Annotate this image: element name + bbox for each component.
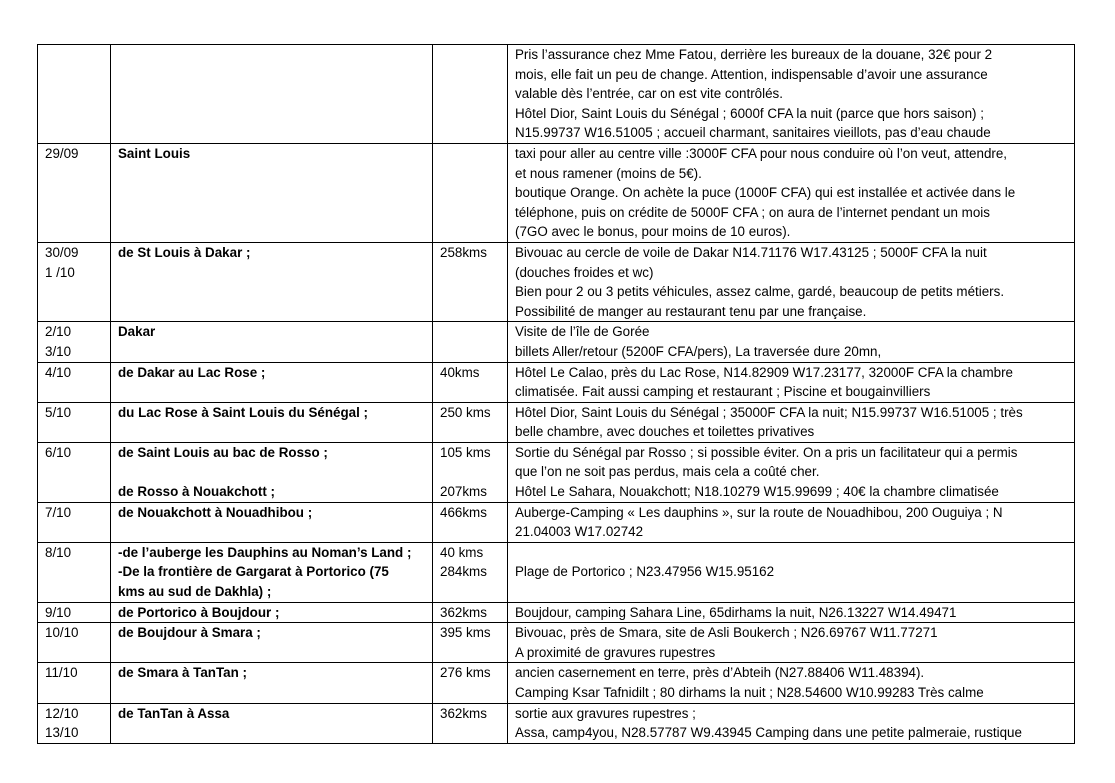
route-text: Dakar bbox=[118, 324, 156, 340]
note-line: A proximité de gravures rupestres bbox=[515, 644, 716, 660]
itinerary-table bbox=[37, 44, 1075, 744]
distance-cell bbox=[433, 703, 508, 743]
distance-text: 207kms bbox=[440, 484, 487, 500]
route-cell bbox=[111, 703, 433, 743]
note-line: Hôtel Dior, Saint Louis du Sénégal ; 6000f CFA la nuit (parce que hors saison) ; bbox=[515, 105, 984, 121]
date-cell bbox=[38, 143, 111, 242]
date-cell bbox=[38, 322, 111, 362]
distance-cell bbox=[433, 402, 508, 442]
distance-text: 466kms bbox=[440, 504, 487, 520]
date-text: 13/10 bbox=[45, 725, 79, 741]
distance-cell bbox=[433, 542, 508, 602]
route-cell bbox=[111, 362, 433, 402]
note-line: Bivouac, près de Smara, site de Asli Boukerch ; N26.69767 W11.77271 bbox=[515, 625, 938, 641]
route-text: du Lac Rose à Saint Louis du Sénégal ; bbox=[118, 404, 369, 420]
distance-text: 276 kms bbox=[440, 665, 491, 681]
route-cell bbox=[111, 542, 433, 602]
date-cell bbox=[38, 602, 111, 623]
route-text: de Dakar au Lac Rose ; bbox=[118, 364, 266, 380]
date-text: 3/10 bbox=[45, 343, 72, 359]
note-line: Boujdour, camping Sahara Line, 65dirhams la nuit, N26.13227 W14.49471 bbox=[515, 604, 957, 620]
distance-cell bbox=[433, 623, 508, 663]
date-text: 5/10 bbox=[45, 404, 72, 420]
table-row bbox=[38, 143, 1075, 242]
route-cell bbox=[111, 242, 433, 321]
distance-text: 40 kms bbox=[440, 544, 484, 560]
note-line: climatisée. Fait aussi camping et restaurant ; Piscine et bougainvilliers bbox=[515, 384, 931, 400]
note-line: mois, elle fait un peu de change. Attention, indispensable d’avoir une assurance bbox=[515, 66, 988, 82]
distance-cell bbox=[433, 602, 508, 623]
notes-cell bbox=[508, 623, 1075, 663]
route-text: kms au sud de Dakhla) ; bbox=[118, 584, 272, 600]
table-row bbox=[38, 442, 1075, 502]
date-cell bbox=[38, 502, 111, 542]
distance-text: 284kms bbox=[440, 564, 487, 580]
date-cell bbox=[38, 362, 111, 402]
distance-cell bbox=[433, 362, 508, 402]
table-row bbox=[38, 703, 1075, 743]
table-row bbox=[38, 542, 1075, 602]
note-line: Camping Ksar Tafnidilt ; 80 dirhams la nuit ; N28.54600 W10.99283 Très calme bbox=[515, 685, 984, 700]
notes-cell bbox=[508, 663, 1075, 703]
date-cell bbox=[38, 45, 111, 144]
notes-cell bbox=[508, 362, 1075, 402]
notes-cell bbox=[508, 542, 1075, 602]
table-row bbox=[38, 242, 1075, 321]
note-line: billets Aller/retour (5200F CFA/pers), La traversée dure 20mn, bbox=[515, 343, 882, 359]
note-line: que l’on ne soit pas perdus, mais cela a coûté cher. bbox=[515, 464, 820, 480]
note-line: téléphone, puis on crédite de 5000F CFA ; on aura de l’internet pendant un mois bbox=[515, 204, 990, 220]
table-row bbox=[38, 663, 1075, 703]
distance-cell bbox=[433, 502, 508, 542]
route-text: Saint Louis bbox=[118, 145, 191, 161]
notes-cell bbox=[508, 242, 1075, 321]
table-row bbox=[38, 45, 1075, 144]
route-cell bbox=[111, 623, 433, 663]
date-text: 2/10 bbox=[45, 324, 72, 340]
note-line: (douches froides et wc) bbox=[515, 264, 654, 280]
date-text: 7/10 bbox=[45, 504, 72, 520]
route-text: -De la frontière de Gargarat à Portorico (75 bbox=[118, 564, 389, 580]
table-row bbox=[38, 362, 1075, 402]
route-text: de Boujdour à Smara ; bbox=[118, 625, 261, 641]
notes-cell bbox=[508, 402, 1075, 442]
note-line: Bien pour 2 ou 3 petits véhicules, assez calme, gardé, beaucoup de petits métiers. bbox=[515, 284, 1005, 300]
route-cell bbox=[111, 143, 433, 242]
date-cell bbox=[38, 242, 111, 321]
note-line: Hôtel Dior, Saint Louis du Sénégal ; 35000F CFA la nuit; N15.99737 W16.51005 ; très bbox=[515, 404, 1023, 420]
note-line: Auberge-Camping « Les dauphins », sur la route de Nouadhibou, 200 Ouguiya ; N bbox=[515, 504, 1003, 520]
note-line: taxi pour aller au centre ville :3000F CFA pour nous conduire où l’on veut, attendre, bbox=[515, 145, 1008, 161]
note-line: 21.04003 W17.02742 bbox=[515, 524, 644, 540]
table-row bbox=[38, 402, 1075, 442]
table-row bbox=[38, 602, 1075, 623]
notes-cell bbox=[508, 602, 1075, 623]
notes-cell bbox=[508, 502, 1075, 542]
route-text: de Portorico à Boujdour ; bbox=[118, 604, 280, 620]
date-text: 10/10 bbox=[45, 625, 79, 641]
route-spacer bbox=[118, 462, 426, 482]
route-text: de St Louis à Dakar ; bbox=[118, 244, 251, 260]
table-row bbox=[38, 322, 1075, 362]
distance-text: 250 kms bbox=[440, 404, 491, 420]
note-line: ancien casernement en terre, près d’Abteih (N27.88406 W11.48394). bbox=[515, 665, 925, 681]
note-line: Plage de Portorico ; N23.47956 W15.95162 bbox=[515, 564, 775, 580]
distance-cell bbox=[433, 143, 508, 242]
date-cell bbox=[38, 663, 111, 703]
distance-cell bbox=[433, 663, 508, 703]
date-text: 1 /10 bbox=[45, 264, 75, 280]
date-cell bbox=[38, 703, 111, 743]
table-row bbox=[38, 502, 1075, 542]
date-text: 8/10 bbox=[45, 544, 72, 560]
note-line: Bivouac au cercle de voile de Dakar N14.71176 W17.43125 ; 5000F CFA la nuit bbox=[515, 244, 987, 260]
note-line: Hôtel Le Calao, près du Lac Rose, N14.82909 W17.23177, 32000F CFA la chambre bbox=[515, 364, 1013, 380]
distance-cell bbox=[433, 322, 508, 362]
table-row bbox=[38, 623, 1075, 663]
date-text: 9/10 bbox=[45, 604, 72, 620]
route-text: -de l’auberge les Dauphins au Noman’s Land ; bbox=[118, 544, 412, 560]
notes-cell bbox=[508, 322, 1075, 362]
note-line: Visite de l’île de Gorée bbox=[515, 324, 650, 340]
distance-cell bbox=[433, 45, 508, 144]
distance-text: 362kms bbox=[440, 705, 487, 721]
route-cell bbox=[111, 663, 433, 703]
date-cell bbox=[38, 542, 111, 602]
route-cell bbox=[111, 402, 433, 442]
route-cell bbox=[111, 502, 433, 542]
distance-text: 105 kms bbox=[440, 444, 491, 460]
date-text: 29/09 bbox=[45, 145, 79, 161]
distance-cell bbox=[433, 442, 508, 502]
note-line: Pris l’assurance chez Mme Fatou, derrière les bureaux de la douane, 32€ pour 2 bbox=[515, 47, 993, 62]
route-cell bbox=[111, 322, 433, 362]
note-line: valable dès l’entrée, car on est vite contrôlés. bbox=[515, 86, 783, 102]
note-line: N15.99737 W16.51005 ; accueil charmant, sanitaires vieillots, pas d’eau chaude bbox=[515, 125, 991, 141]
route-cell bbox=[111, 602, 433, 623]
note-line: Sortie du Sénégal par Rosso ; si possible éviter. On a pris un facilitateur qui a permis bbox=[515, 444, 1018, 460]
date-cell bbox=[38, 402, 111, 442]
route-text: de Nouakchott à Nouadhibou ; bbox=[118, 504, 313, 520]
date-text: 11/10 bbox=[45, 665, 78, 681]
distance-text: 395 kms bbox=[440, 625, 491, 641]
notes-cell bbox=[508, 442, 1075, 502]
note-line: belle chambre, avec douches et toilettes privatives bbox=[515, 424, 815, 440]
note-line: et nous ramener (moins de 5€). bbox=[515, 165, 702, 181]
note-line: (7GO avec le bonus, pour moins de 10 euros). bbox=[515, 224, 791, 240]
date-cell bbox=[38, 623, 111, 663]
note-line: Hôtel Le Sahara, Nouakchott; N18.10279 W15.99699 ; 40€ la chambre climatisée bbox=[515, 484, 999, 500]
date-cell bbox=[38, 442, 111, 502]
distance-cell bbox=[433, 242, 508, 321]
date-text: 6/10 bbox=[45, 444, 72, 460]
note-line: Assa, camp4you, N28.57787 W9.43945 Camping dans une petite palmeraie, rustique bbox=[515, 725, 1022, 741]
route-text: de TanTan à Assa bbox=[118, 705, 230, 721]
distance-text: 40kms bbox=[440, 364, 480, 380]
route-text: de Smara à TanTan ; bbox=[118, 665, 247, 681]
notes-cell bbox=[508, 45, 1075, 144]
note-line: Possibilité de manger au restaurant tenu par une française. bbox=[515, 303, 867, 319]
date-text: 30/09 bbox=[45, 244, 79, 260]
note-line: sortie aux gravures rupestres ; bbox=[515, 705, 696, 721]
route-cell bbox=[111, 442, 433, 502]
date-text: 4/10 bbox=[45, 364, 72, 380]
date-text: 12/10 bbox=[45, 705, 79, 721]
distance-text: 258kms bbox=[440, 244, 487, 260]
notes-cell bbox=[508, 143, 1075, 242]
route-cell bbox=[111, 45, 433, 144]
notes-cell bbox=[508, 703, 1075, 743]
distance-text: 362kms bbox=[440, 604, 487, 620]
route-text: de Saint Louis au bac de Rosso ; bbox=[118, 444, 328, 460]
route-text: de Rosso à Nouakchott ; bbox=[118, 484, 275, 500]
distance-spacer bbox=[440, 462, 501, 482]
note-line: boutique Orange. On achète la puce (1000F CFA) qui est installée et activée dans le bbox=[515, 185, 1016, 201]
